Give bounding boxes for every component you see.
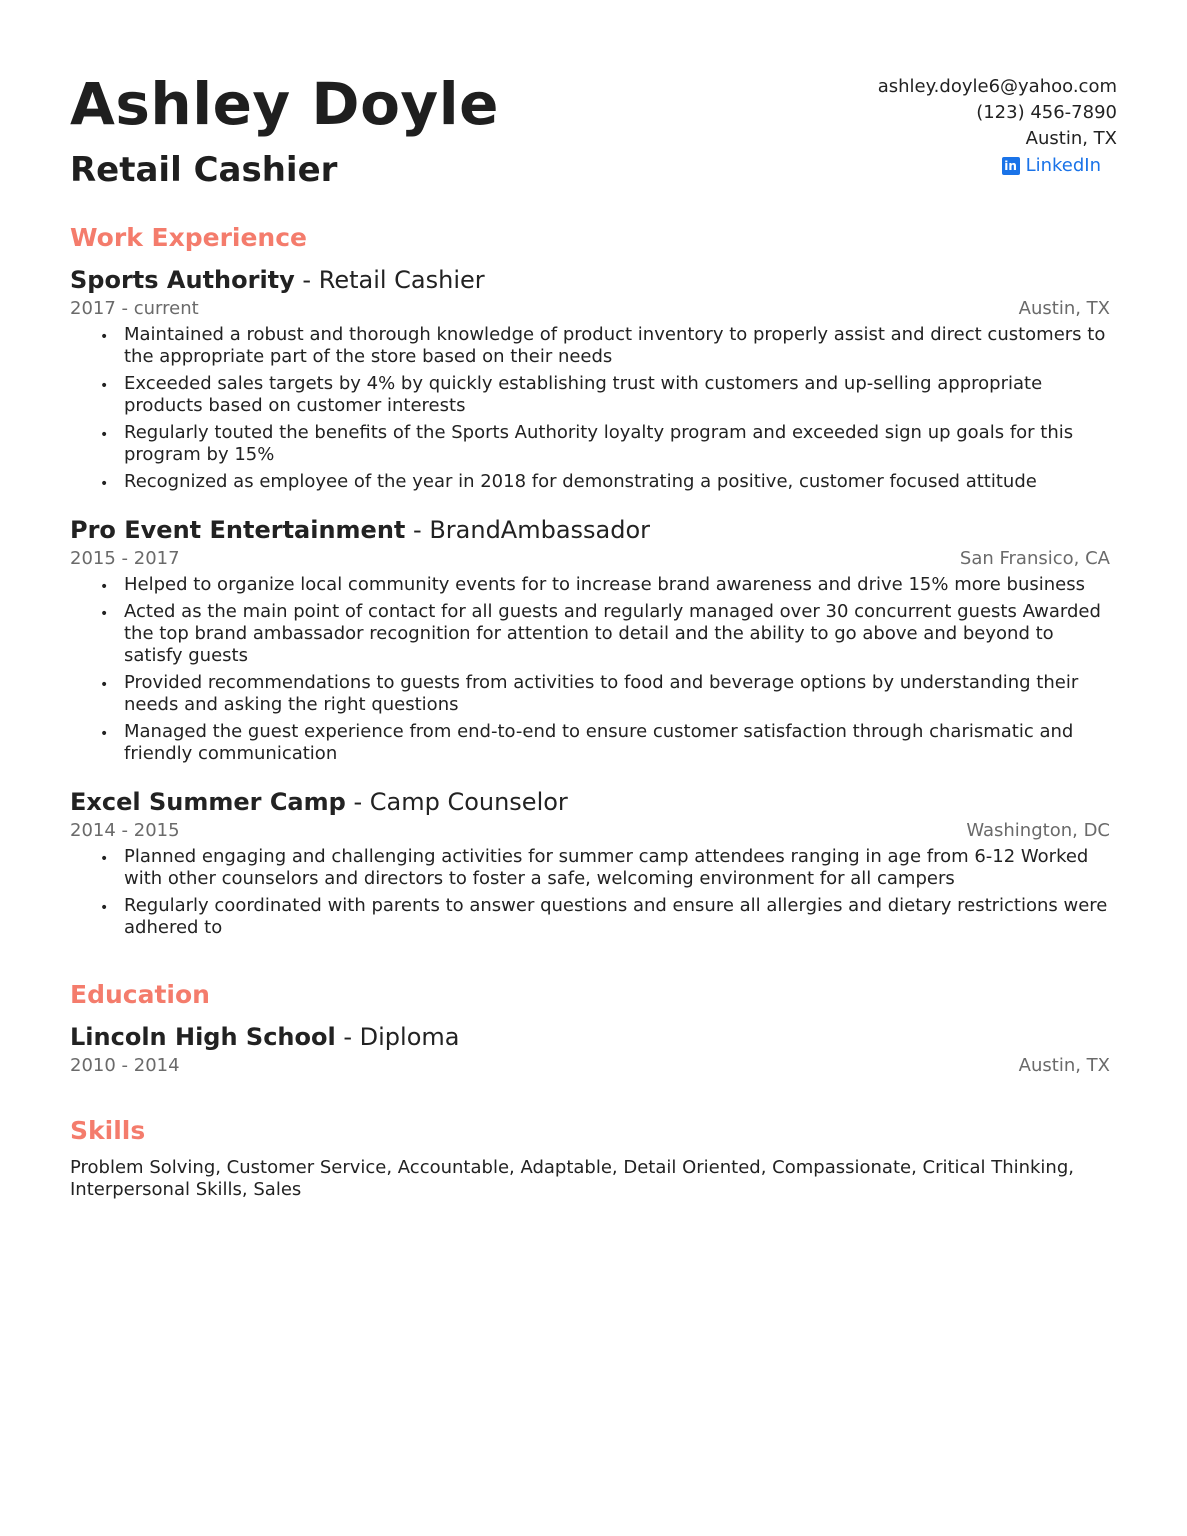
job-meta [70, 546, 1110, 572]
job-role: Retail Cashier [318, 265, 485, 294]
bullet-item: • Helped to organize local community events for to increase brand awareness and drive 15% more business [124, 574, 1110, 596]
education-meta [70, 1053, 1110, 1079]
linkedin-label: LinkedIn [1025, 155, 1101, 176]
section-spacer [70, 961, 1110, 979]
education-separator: - [335, 1022, 360, 1051]
job-company: Sports Authority [70, 265, 295, 294]
bullet-item: • Regularly touted the benefits of the Sports Authority loyalty program and exceeded sign up goals for this program by 15% [124, 422, 1110, 466]
job-role: BrandAmbassador [429, 515, 651, 544]
job-bullets [70, 324, 1110, 493]
resume-content [70, 222, 1110, 1201]
bullet-item: • Managed the guest experience from end-to-end to ensure customer satisfaction through charismatic and friendly communication [124, 721, 1110, 765]
contact-block [878, 74, 1117, 179]
job-heading [70, 265, 1110, 296]
job-separator: - [345, 787, 370, 816]
job-company: Excel Summer Camp [70, 787, 346, 816]
linkedin-link[interactable] [1002, 153, 1101, 179]
bullet-item: • Recognized as employee of the year in 2018 for demonstrating a positive, customer focused attitude [124, 471, 1110, 493]
job-heading [70, 787, 1110, 818]
job-location: Washington, DC [966, 820, 1110, 842]
bullet-item: • Planned engaging and challenging activities for summer camp attendees ranging in age from 6-12 Worked with other counselors and directors to foster a safe, welcoming environment for all campers [124, 846, 1110, 890]
job-meta [70, 296, 1110, 322]
job-bullets [70, 846, 1110, 939]
bullet-item: • Provided recommendations to guests from activities to food and beverage options by understanding their needs and asking the right questions [124, 672, 1110, 716]
education-dates: 2010 - 2014 [70, 1054, 180, 1076]
bullet-item: • Acted as the main point of contact for all guests and regularly managed over 30 concurrent guests Awarded the top brand ambassador recognition for attention to detail and the ability to go above and beyond to satisfy guests [124, 601, 1110, 667]
contact-location: Austin, TX [1025, 128, 1117, 149]
job-separator: - [405, 515, 430, 544]
job-entry [70, 515, 1110, 765]
bullet-item: • Maintained a robust and thorough knowledge of product inventory to properly assist and direct customers to the appropriate part of the store based on their needs [124, 324, 1110, 368]
job-company: Pro Event Entertainment [70, 515, 406, 544]
work-experience-heading: Work Experience [70, 223, 307, 252]
degree: Diploma [359, 1022, 460, 1051]
job-heading [70, 515, 1110, 546]
job-entry [70, 787, 1110, 939]
job-location: Austin, TX [1018, 297, 1110, 319]
bullet-item: • Regularly coordinated with parents to answer questions and ensure all allergies and dietary restrictions were adhered to [124, 895, 1110, 939]
bullet-item: • Exceeded sales targets by 4% by quickly establishing trust with customers and up-selling appropriate products based on customer interests [124, 373, 1110, 417]
candidate-title: Retail Cashier [70, 150, 338, 190]
job-dates: 2015 - 2017 [70, 547, 180, 569]
education-location: Austin, TX [1018, 1054, 1110, 1076]
skills-heading: Skills [70, 1115, 146, 1145]
linkedin-icon: in [1002, 157, 1020, 175]
job-dates: 2017 - current [70, 297, 199, 319]
job-entry [70, 265, 1110, 493]
education-heading-line [70, 1022, 1110, 1053]
job-bullets [70, 574, 1110, 765]
education-entry [70, 1022, 1110, 1079]
candidate-name: Ashley Doyle [70, 70, 499, 138]
job-dates: 2014 - 2015 [70, 820, 180, 842]
contact-phone: (123) 456-7890 [976, 102, 1117, 123]
contact-email[interactable]: ashley.doyle6@yahoo.com [877, 76, 1117, 97]
school-name: Lincoln High School [70, 1022, 336, 1051]
job-meta [70, 818, 1110, 844]
job-role: Camp Counselor [369, 787, 568, 816]
education-heading: Education [70, 980, 210, 1010]
skills-list: Problem Solving, Customer Service, Accountable, Adaptable, Detail Oriented, Compassionate, Critical Thinking, Interpersonal Skills, Sales [70, 1157, 1074, 1201]
job-location: San Fransico, CA [959, 547, 1110, 569]
job-separator: - [294, 265, 319, 294]
